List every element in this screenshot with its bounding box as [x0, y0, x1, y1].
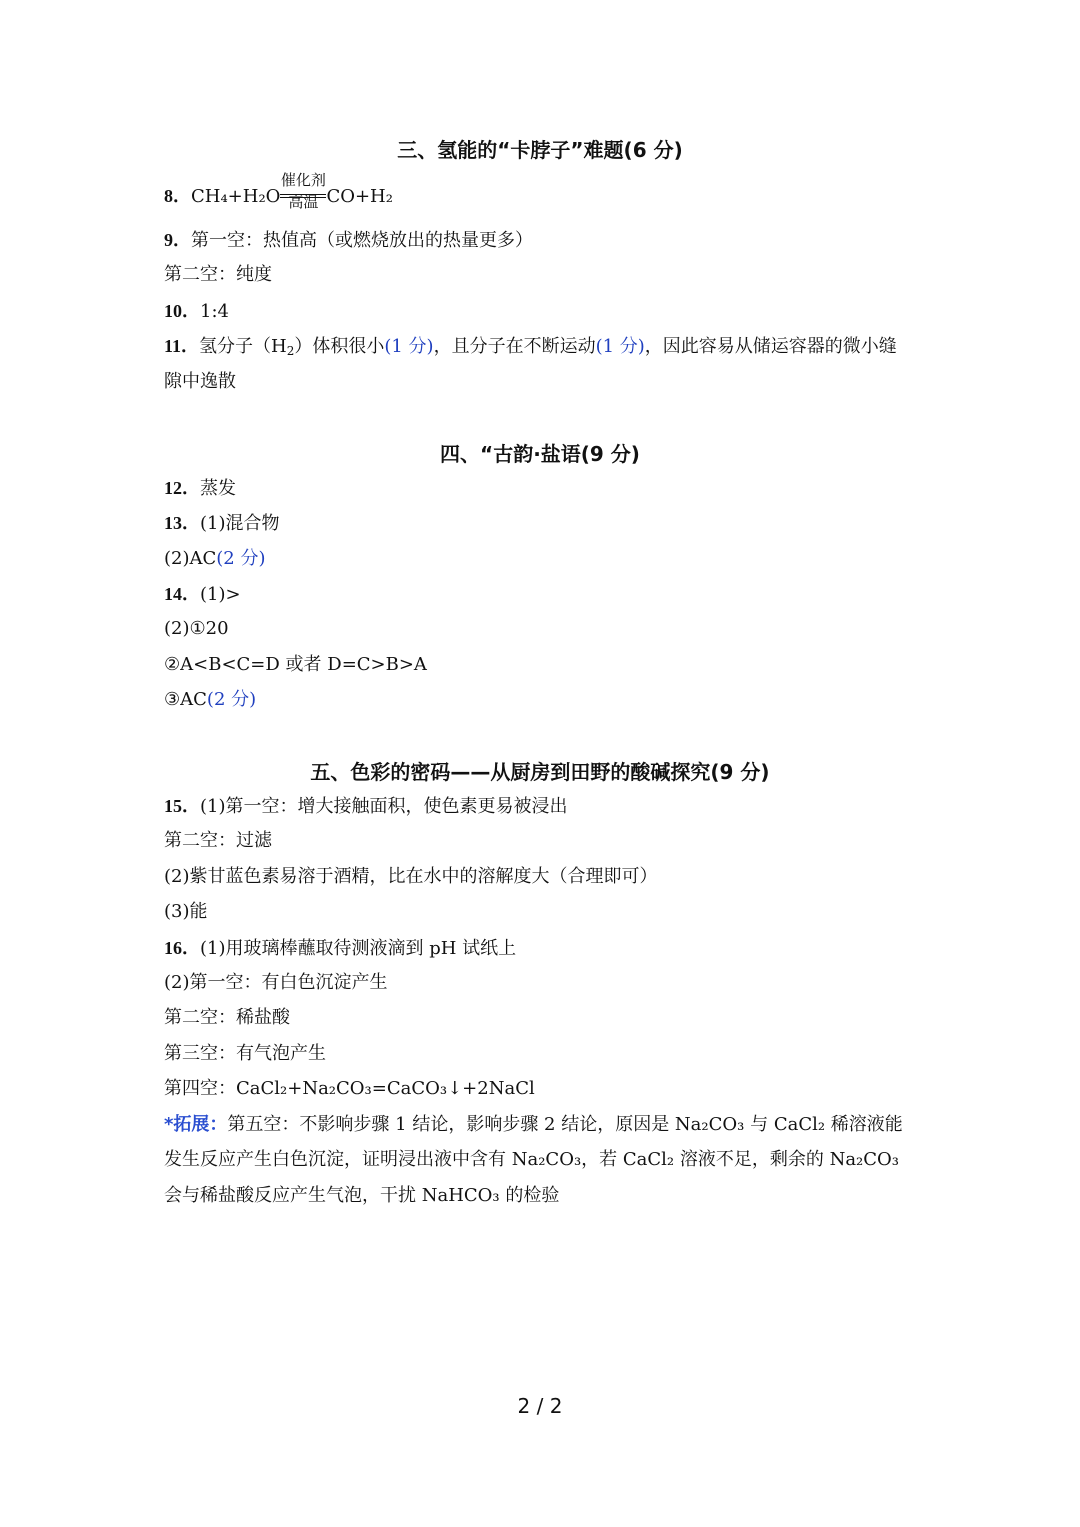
- q11-text-2: ）体积很小: [294, 336, 385, 357]
- q15-answer-2: 第二空：过滤: [164, 830, 272, 851]
- reaction-condition-arrow: [280, 171, 326, 211]
- condition-high-temp: 高温: [288, 193, 319, 211]
- q16-number: 16．: [164, 938, 200, 958]
- q8-reactants: CH₄+H₂O: [191, 186, 281, 207]
- q11-line-2: 隙中逸散: [164, 371, 236, 392]
- q14-answer-3: ②A<B<C=D 或者 D=C>B>A: [164, 654, 427, 675]
- q11-text-3: ，且分子在不断运动: [433, 336, 596, 357]
- q10-line: [164, 299, 229, 324]
- q14-line-4: [164, 688, 256, 712]
- q16-answer-2: (2)第一空：有白色沉淀产生: [164, 972, 388, 993]
- section-5-title: 五、色彩的密码——从厨房到田野的酸碱探究(9 分): [310, 760, 770, 784]
- score-mark: (1 分): [384, 336, 434, 357]
- q16-answer-3: 第二空：稀盐酸: [164, 1007, 290, 1028]
- q9-answer-1: 第一空：热值高（或燃烧放出的热量更多）: [191, 230, 533, 251]
- extension-line-3: 会与稀盐酸反应产生气泡，干扰 NaHCO₃ 的检验: [164, 1185, 560, 1206]
- q11-number: 11．: [164, 336, 200, 356]
- q15-answer-4: (3)能: [164, 901, 208, 922]
- q12-answer: 蒸发: [200, 478, 236, 499]
- q16-answer-4: 第三空：有气泡产生: [164, 1043, 326, 1064]
- q16-line-1: [164, 936, 516, 961]
- q8-products: CO+H₂: [326, 186, 393, 207]
- q16-answer-1: (1)用玻璃棒蘸取待测液滴到 pH 试纸上: [200, 938, 517, 959]
- q15-line-1: [164, 794, 568, 819]
- score-mark: (2 分): [216, 548, 266, 569]
- q13-answer-2: (2)AC: [164, 548, 217, 569]
- q13-answer-1: (1)混合物: [200, 513, 280, 534]
- extension-line-2: 发生反应产生白色沉淀，证明浸出液中含有 Na₂CO₃，若 CaCl₂ 溶液不足，剩余的 Na₂CO₃: [164, 1149, 900, 1170]
- q9-line-1: [164, 228, 533, 253]
- q12-number: 12．: [164, 478, 200, 498]
- q11-subscript: 2: [286, 344, 295, 358]
- section-3-title: 三、氢能的“卡脖子”难题(6 分): [397, 138, 683, 162]
- condition-catalyst: 催化剂: [280, 171, 326, 189]
- extension-text-1: 第五空：不影响步骤 1 结论，影响步骤 2 结论，原因是 Na₂CO₃ 与 CaCl₂ 稀溶液能: [227, 1114, 903, 1135]
- q10-number: 10．: [164, 301, 200, 321]
- q10-answer: 1:4: [200, 301, 229, 322]
- extension-label: *拓展：: [164, 1114, 228, 1135]
- q15-answer-1: (1)第一空：增大接触面积，使色素更易被浸出: [200, 796, 568, 817]
- q13-number: 13．: [164, 513, 200, 533]
- q15-answer-3: (2)紫甘蓝色素易溶于酒精，比在水中的溶解度大（合理即可）: [164, 866, 658, 887]
- section-4-title: 四、“古韵·盐语(9 分): [440, 442, 640, 466]
- q14-answer-1: (1)>: [200, 584, 241, 605]
- q16-answer-5: 第四空：CaCl₂+Na₂CO₃=CaCO₃↓+2NaCl: [164, 1078, 535, 1099]
- q8-number: 8．: [164, 186, 191, 206]
- q14-number: 14．: [164, 584, 200, 604]
- q11-text-4: ，因此容易从储运容器的微小缝: [644, 336, 897, 357]
- q11-line-1: [164, 334, 897, 359]
- page-number: 2 / 2: [517, 1394, 563, 1418]
- q14-answer-4: ③AC: [164, 689, 207, 710]
- q13-line-2: [164, 547, 266, 571]
- extension-line-1: [164, 1113, 903, 1137]
- score-mark: (2 分): [206, 689, 257, 710]
- q9-number: 9．: [164, 230, 191, 250]
- q8-answer: [164, 171, 393, 211]
- q12-line: [164, 476, 236, 501]
- q9-answer-2: 第二空：纯度: [164, 264, 272, 285]
- q13-line-1: [164, 511, 280, 536]
- q15-number: 15．: [164, 796, 200, 816]
- q14-line-1: [164, 582, 241, 607]
- score-mark: (1 分): [595, 336, 645, 357]
- q11-text-1: 氢分子（H: [199, 336, 287, 357]
- q14-answer-2: (2)①20: [164, 618, 229, 639]
